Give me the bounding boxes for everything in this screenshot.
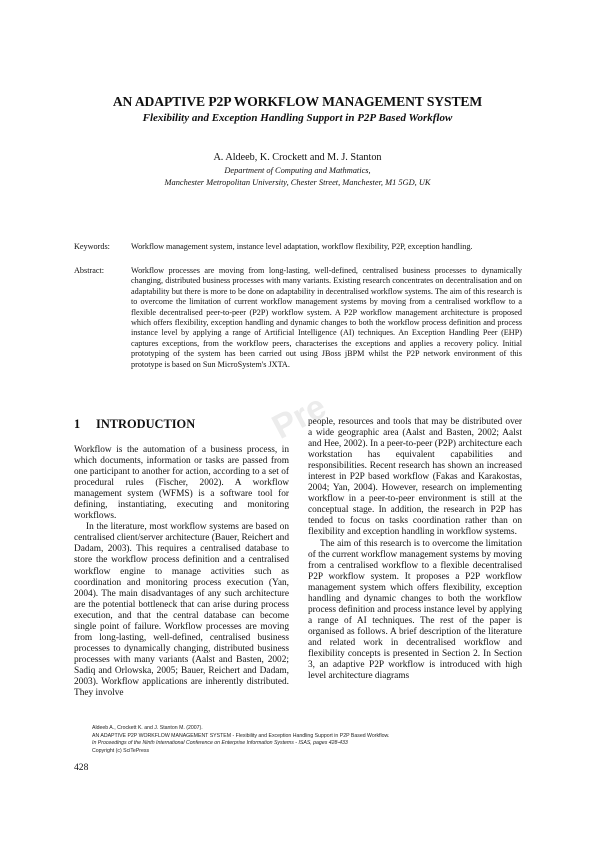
author-list: A. Aldeeb, K. Crockett and M. J. Stanton xyxy=(213,152,382,163)
watermark: Pre xyxy=(266,387,333,447)
section-title: INTRODUCTION xyxy=(96,417,196,431)
affiliation xyxy=(0,165,595,188)
keywords-label: Keywords: xyxy=(74,242,110,251)
body-paragraph: Workflow is the automation of a business process, in which documents, information or tasks are passed from one participant to another for action, according to a set of procedural rules (Fischer, 2002). A workflow management system (WFMS) is a software tool for defining, instantiating, executing and monitoring workflows. xyxy=(74,445,289,522)
affiliation-department: Department of Computing and Mathmatics, xyxy=(224,166,371,175)
body-paragraph: people, resources and tools that may be distributed over a wide geographic area (Aalst and Basten, 2002; Aalst and Hee, 2002). In a peer-to-peer (P2P) architecture each workstation has equivalent capabilities and responsibilities. Recent research has shown an increased interest in P2P based workflow (Fakas and Karakostas, 2004; Yan, 2004). However, research on implementing workflow in a peer-to-peer environment is still at the conceptual stage. In addition, the research in P2P has tended to focus on tasks coordination rather than on flexibility and exception handling in workflow systems. xyxy=(308,417,522,538)
footer-line: In Proceedings of the Ninth International Conference on Enterprise Information Systems - ISAS, pages 428-433 xyxy=(92,740,348,747)
section-heading xyxy=(74,417,195,432)
page-number: 428 xyxy=(74,762,89,773)
footer-line: Copyright (c) SciTePress xyxy=(92,747,150,754)
footer-line: Aldeeb A., Crockett K. and J. Stanton M. (2007). xyxy=(92,725,203,731)
abstract-text: Workflow processes are moving from long-lasting, well-defined, centralised business processes to dynamically changing, distributed business processes with many variants. Existing research concentrates on decentralisation and on adaptability but there is more to be done on adaptability in decentralised workflow systems. The aim of this research is to overcome the limitation of current workflow management systems by moving from a centralised workflow to a flexible decentralised peer-to-peer (P2P) workflow system. A P2P workflow management architecture is proposed which offers flexibility, exception handling and dynamic changes to both the workflow process definition and process instance level by applying a range of Artificial Intelligence (AI) techniques. An Exception Handling Peer (EHP) captures exceptions, from the workflow peers, characterises the exceptions and applies a recovery policy. Initial prototyping of the system has been carried out using JBoss jBPM whilst the P2P network environment of this prototype is based on Sun MicroSystem's JXTA. xyxy=(131,266,522,369)
section-number: 1 xyxy=(74,417,81,431)
body-paragraph: In the literature, most workflow systems are based on centralised client/server architecture (Bauer, Reichert and Dadam, 2003). This requires a centralised database to store the workflow process definition and a centralised workflow engine to manage activities such as coordination and monitoring process execution (Yan, 2004). The main disadvantages of any such architecture are the potential bottleneck that can arise during process execution, and that the central database can become single point of failure. Workflow processes are moving from long-lasting, well-defined, centralised business processes to dynamically changing, distributed business processes with many variants (Aalst and Basten, 2002; Sadiq and Orlowska, 2005; Bauer, Reichert and Dadam, 2003). Workflow applications are inherently distributed. They involve xyxy=(74,522,289,699)
right-column xyxy=(308,417,522,682)
citation-footer xyxy=(92,725,532,755)
body-paragraph: The aim of this research is to overcome the limitation of the current workflow management systems by moving from a centralised workflow to a flexible decentralised P2P workflow system. It proposes a P2P workflow management system which offers flexibility, exception handling and dynamic changes to both the workflow process definition and process instance level by applying a range of AI techniques. The rest of the paper is organised as follows. A brief description of the literature and related work in decentralised workflow and flexibility concepts is presented in Section 2. In Section 3, an adaptive P2P workflow is introduced with high level architecture diagrams xyxy=(308,538,522,682)
paper-title: AN ADAPTIVE P2P WORKFLOW MANAGEMENT SYSTEM xyxy=(112,94,483,109)
affiliation-address: Manchester Metropolitan University, Chester Street, Manchester, M1 5GD, UK xyxy=(164,177,431,187)
keywords-text: Workflow management system, instance level adaptation, workflow flexibility, P2P, exception handling. xyxy=(131,242,473,251)
abstract-label: Abstract: xyxy=(74,266,105,275)
paper-subtitle: Flexibility and Exception Handling Support in P2P Based Workflow xyxy=(142,112,453,124)
footer-line: AN ADAPTIVE P2P WORKFLOW MANAGEMENT SYSTEM - Flexibility and Exception Handling Support in P2P Based Workflow. xyxy=(92,732,390,739)
left-column xyxy=(74,445,289,699)
